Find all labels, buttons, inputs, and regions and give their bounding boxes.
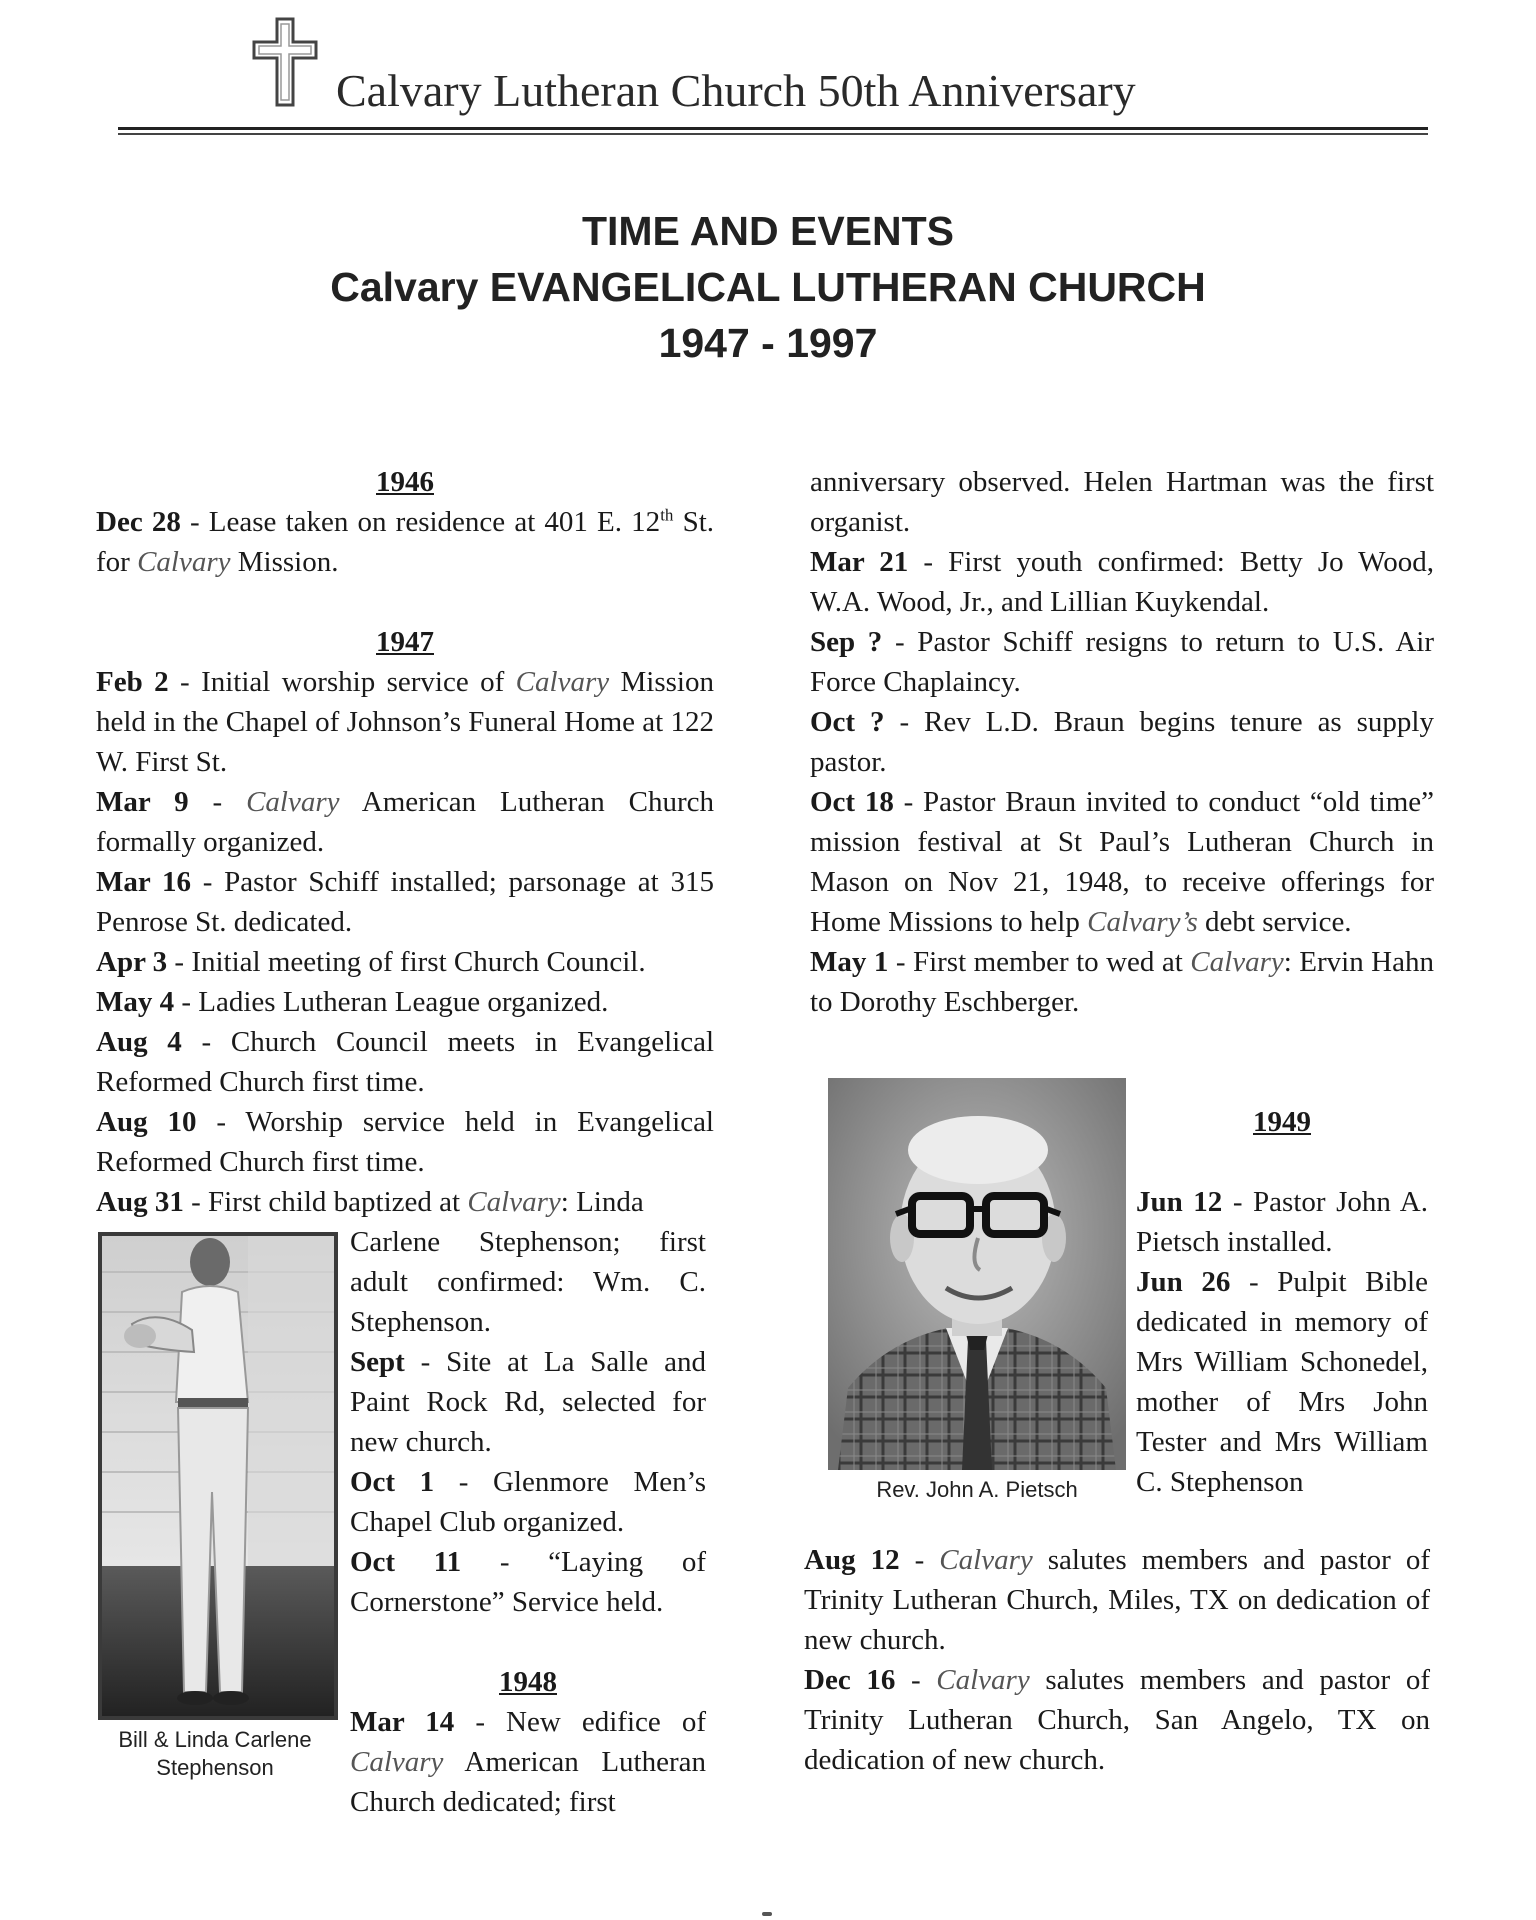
entry-may-4: May 4 - Ladies Lutheran League organized. — [96, 986, 609, 1018]
entry-sep: Sep ? - Pastor Schiff resigns to return to U.S. Air Force Chaplaincy. — [810, 626, 1434, 698]
photo-rev-john-pietsch — [828, 1078, 1126, 1470]
entry-may-1: May 1 - First member to wed at Calvary: Ervin Hahn to Dorothy Eschberger. — [810, 946, 1434, 1018]
cross-icon — [250, 16, 320, 108]
photo-stephenson-image — [98, 1232, 338, 1720]
header-rule-secondary — [118, 133, 1428, 135]
entry-apr-3: Apr 3 - Initial meeting of first Church Council. — [96, 946, 646, 978]
heading-line-3: 1947 - 1997 — [658, 320, 878, 366]
entry-oct-18: Oct 18 - Pastor Braun invited to conduct “old time” mission festival at St Paul’s Lutheran Church in Mason on Nov 21, 1948, to receive offerings for Home Missions to help Calvary’s debt service. — [810, 786, 1434, 938]
entry-aug-12: Aug 12 - Calvary salutes members and pastor of Trinity Lutheran Church, Miles, TX on dedication of new church. — [804, 1544, 1430, 1656]
entry-feb-2: Feb 2 - Initial worship service of Calvary Mission held in the Chapel of Johnson’s Funeral Home at 122 W. First St. — [96, 666, 714, 778]
photo-pietsch-image — [828, 1078, 1126, 1470]
heading-line-2: Calvary EVANGELICAL LUTHERAN CHURCH — [330, 264, 1206, 310]
page-mark — [762, 1912, 772, 1916]
photo-bill-linda-stephenson — [98, 1232, 338, 1720]
entry-oct-1: Oct 1 - Glenmore Men’s Chapel Club organized. — [350, 1466, 706, 1538]
entry-oct-11: Oct 11 - “Laying of Cornerstone” Service held. — [350, 1546, 706, 1618]
header-rule — [118, 127, 1428, 130]
entry-aug-31: Aug 31 - First child baptized at Calvary: Linda — [96, 1186, 644, 1218]
entry-sept: Sept - Site at La Salle and Paint Rock Rd, selected for new church. — [350, 1346, 706, 1458]
header-title: Calvary Lutheran Church 50th Anniversary — [336, 65, 1136, 116]
entry-jun-26: Jun 26 - Pulpit Bible dedicated in memory of Mrs William Schonedel, mother of Mrs John Tester and Mrs William C. Stephenson — [1136, 1266, 1428, 1498]
entry-dec-28-1946: Dec 28 - Lease taken on residence at 401 E. 12th St. for Calvary Mission. — [96, 505, 715, 578]
photo-caption-stephenson: Bill & Linda Carlene Stephenson — [118, 1727, 312, 1780]
entry-oct: Oct ? - Rev L.D. Braun begins tenure as supply pastor. — [810, 706, 1434, 778]
entry-date: Dec 28 — [96, 506, 181, 538]
entry-mar-9: Mar 9 - Calvary American Lutheran Church formally organized. — [96, 786, 714, 858]
year-heading-1946: 1946 — [376, 466, 434, 498]
entry-aug-31-continued: Carlene Stephenson; first adult confirmed: Wm. C. Stephenson. — [350, 1226, 706, 1338]
right-column — [810, 462, 1434, 1022]
left-column — [96, 462, 714, 1222]
year-heading-1949: 1949 — [1253, 1106, 1311, 1138]
entry-dec-16: Dec 16 - Calvary salutes members and pastor of Trinity Lutheran Church, San Angelo, TX on dedication of new church. — [804, 1664, 1430, 1776]
entry-mar-16: Mar 16 - Pastor Schiff installed; parsonage at 315 Penrose St. dedicated. — [96, 866, 714, 938]
right-column-lower — [804, 1540, 1430, 1780]
right-column-narrow — [1136, 1102, 1428, 1502]
year-heading-1947: 1947 — [376, 626, 434, 658]
entry-jun-12: Jun 12 - Pastor John A. Pietsch installed. — [1136, 1186, 1428, 1258]
entry-aug-4: Aug 4 - Church Council meets in Evangelical Reformed Church first time. — [96, 1026, 714, 1098]
year-heading-1948: 1948 — [499, 1666, 557, 1698]
photo-caption-pietsch: Rev. John A. Pietsch — [876, 1477, 1078, 1502]
entry-mar-14-continued: anniversary observed. Helen Hartman was the first organist. — [810, 466, 1434, 538]
entry-aug-10: Aug 10 - Worship service held in Evangelical Reformed Church first time. — [96, 1106, 714, 1178]
entry-mar-14: Mar 14 - New edifice of Calvary American Lutheran Church dedicated; first — [350, 1706, 706, 1818]
heading-line-1: TIME AND EVENTS — [581, 208, 955, 254]
entry-mar-21: Mar 21 - First youth confirmed: Betty Jo Wood, W.A. Wood, Jr., and Lillian Kuykendal. — [810, 546, 1434, 618]
left-column-narrow — [350, 1222, 706, 1822]
